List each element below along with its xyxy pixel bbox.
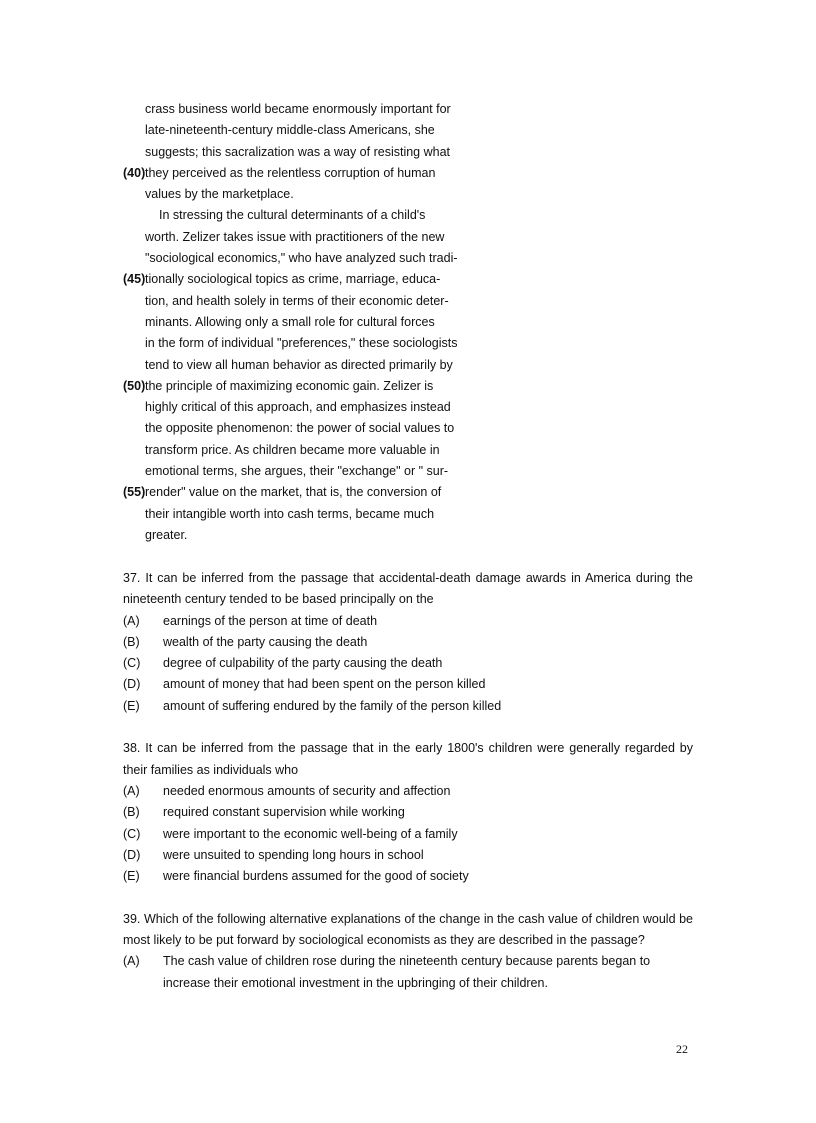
passage-line [123,504,543,525]
passage-line-text: highly critical of this approach, and emphasizes instead [145,400,451,415]
question [123,568,693,717]
passage-line-text: suggests; this sacralization was a way of resisting what [145,144,450,159]
passage-line [123,355,543,376]
passage-line-text: they perceived as the relentless corruption of human [145,165,436,180]
option-letter: (B) [123,634,140,649]
passage-line [123,163,543,184]
passage-line-text: minants. Allowing only a small role for cultural forces [145,314,435,329]
passage-line-text: the opposite phenomenon: the power of social values to [145,421,455,436]
passage-line [123,269,543,290]
answer-option[interactable] [123,802,693,823]
answer-option[interactable] [123,653,693,674]
question-list [123,568,693,1015]
passage-line-text: transform price. As children became more valuable in [145,442,440,457]
answer-option[interactable] [123,866,693,887]
option-letter: (A) [123,954,140,969]
answer-option[interactable] [123,781,693,802]
option-letter: (A) [123,783,140,798]
passage-line [123,248,543,269]
option-text: amount of suffering endured by the family of the person killed [163,698,502,713]
option-text: degree of culpability of the party causing the death [163,656,443,671]
passage-line-text: their intangible worth into cash terms, became much [145,506,435,521]
option-letter: (D) [123,847,141,862]
line-number: (40) [123,165,146,180]
passage-line-text: worth. Zelizer takes issue with practitioners of the new [145,229,445,244]
option-text: were unsuited to spending long hours in school [163,847,424,862]
passage-line [123,376,543,397]
passage-line-text: emotional terms, she argues, their "exchange" or " sur- [145,464,449,479]
option-text: wealth of the party causing the death [163,634,368,649]
passage-line [123,205,543,226]
passage-line-text: the principle of maximizing economic gain. Zelizer is [145,378,434,393]
answer-option[interactable] [123,611,693,632]
passage-line-text: In stressing the cultural determinants of a child's [159,208,426,223]
option-text: The cash value of children rose during the nineteenth century because parents began to increase their emotional investment in the upbringing of their children. [163,954,651,990]
option-letter: (C) [123,826,141,841]
answer-option[interactable] [123,845,693,866]
passage-line [123,99,543,120]
line-number: (45) [123,272,146,287]
passage-line-text: "sociological economics," who have analyzed such tradi- [145,251,458,266]
passage-line [123,142,543,163]
passage-line-text: tion, and health solely in terms of their economic deter- [145,293,449,308]
option-text: were financial burdens assumed for the good of society [163,869,469,884]
option-letter: (E) [123,869,140,884]
passage-line [123,397,543,418]
passage-line [123,525,543,546]
passage-line [123,312,543,333]
passage-line [123,184,543,205]
passage-line-text: in the form of individual "preferences," these sociologists [145,336,458,351]
question [123,909,693,994]
option-text: needed enormous amounts of security and affection [163,783,451,798]
option-text: required constant supervision while working [163,805,405,820]
answer-option[interactable] [123,696,693,717]
question-stem: 38. It can be inferred from the passage that in the early 1800's children were generally regarded by their families as individuals who [123,741,693,777]
option-letter: (D) [123,677,141,692]
passage-line-text: crass business world became enormously important for [145,102,451,116]
question [123,738,693,887]
passage-line [123,333,543,354]
answer-option[interactable] [123,674,693,695]
option-text: earnings of the person at time of death [163,613,378,628]
passage-line [123,418,543,439]
answer-option[interactable] [123,632,693,653]
answer-option[interactable] [123,951,693,994]
option-letter: (A) [123,613,140,628]
answer-option[interactable] [123,824,693,845]
question-stem: 37. It can be inferred from the passage that accidental-death damage awards in America during the nineteenth century tended to be based principally on the [123,571,693,607]
passage [123,99,543,546]
question-stem: 39. Which of the following alternative explanations of the change in the cash value of children would be most likely to be put forward by sociological economists as they are described in the passage? [123,911,693,948]
option-letter: (E) [123,698,140,713]
passage-line [123,227,543,248]
passage-line-text: values by the marketplace. [145,187,294,202]
option-text: were important to the economic well-being of a family [163,826,458,841]
passage-line-text: render" value on the market, that is, the conversion of [145,485,442,500]
passage-line-text: late-nineteenth-century middle-class Americans, she [145,123,435,138]
passage-line-text: greater. [145,527,188,542]
line-number: (50) [123,378,146,393]
passage-line [123,440,543,461]
line-number: (55) [123,485,146,500]
passage-line-text: tionally sociological topics as crime, marriage, educa- [145,272,441,287]
page-number: 22 [676,1042,688,1056]
option-letter: (C) [123,656,141,671]
option-letter: (B) [123,805,140,820]
passage-line [123,461,543,482]
option-text: amount of money that had been spent on the person killed [163,677,486,692]
passage-line [123,120,543,141]
passage-line [123,291,543,312]
passage-line [123,482,543,503]
passage-line-text: tend to view all human behavior as directed primarily by [145,357,453,372]
